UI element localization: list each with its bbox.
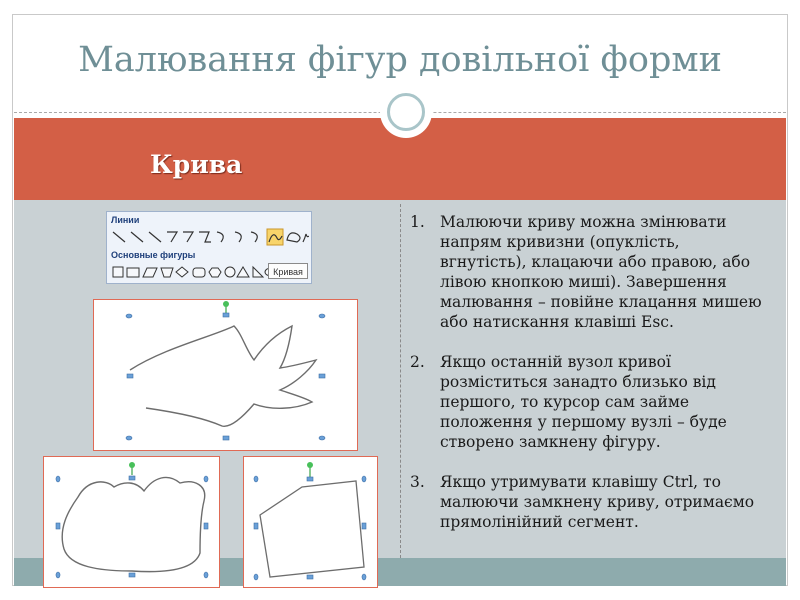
list-number: 1. (410, 213, 425, 231)
line-tools-row (111, 228, 309, 246)
resize-handle (56, 523, 60, 529)
open-curve-drawing (94, 300, 357, 450)
polygon-drawing (244, 457, 377, 587)
resize-handle (362, 574, 366, 580)
triangle-icon (237, 267, 249, 277)
resize-handle (319, 436, 325, 440)
slide-title: Малювання фігур довільної форми (78, 40, 722, 80)
open-curve-example (93, 299, 358, 451)
resize-handle (319, 374, 325, 378)
rotation-handle-icon (223, 301, 229, 307)
polygon-curve-example (243, 456, 378, 588)
elbow-connector-icon (167, 232, 177, 242)
curved-connector-icon (217, 232, 223, 242)
arrow-icon (131, 232, 143, 242)
freeform-icon (287, 233, 300, 242)
closed-curve-example (43, 456, 220, 588)
resize-handle (223, 313, 229, 317)
list-text: Якщо утримувати клавішу Ctrl, то малюючи замкнену криву, отримаємо прямолінійний сегмент. (440, 473, 755, 531)
resize-handle (204, 476, 208, 482)
elbow-double-arrow-icon (199, 232, 211, 242)
resize-handle (126, 436, 132, 440)
column-divider (400, 204, 401, 558)
resize-handle (56, 572, 60, 578)
resize-handle (204, 523, 208, 529)
resize-handle (129, 476, 135, 480)
resize-handle (307, 477, 313, 481)
lines-header: Линии (111, 215, 140, 225)
curve-tool-selected (267, 229, 283, 245)
slide-subtitle: Крива (150, 150, 243, 179)
shapes-header: Основные фигуры (111, 250, 196, 260)
resize-handle (129, 573, 135, 577)
resize-handle (126, 314, 132, 318)
resize-handle (223, 436, 229, 440)
trapezoid-icon (161, 268, 173, 277)
circle-icon (225, 267, 235, 277)
list-item (410, 212, 770, 332)
resize-handle (307, 575, 313, 579)
list-number: 3. (410, 473, 425, 491)
resize-handle (204, 572, 208, 578)
resize-handle (127, 374, 133, 378)
list-item (410, 472, 770, 532)
resize-handle (362, 523, 366, 529)
resize-handle (319, 314, 325, 318)
textbox-icon (113, 267, 123, 277)
rotation-handle-icon (129, 462, 135, 468)
right-triangle-icon (253, 267, 263, 277)
divider-ring-icon (387, 93, 425, 131)
list-text: Якщо останній вузол кривої розміститься занадто близько від першого, то курсор сам займе положення у першому вузлі – буде створено замкнену фігуру. (440, 353, 727, 451)
blob-curve-path (62, 477, 205, 571)
polygon-path (260, 481, 364, 577)
octagon-icon (209, 268, 221, 277)
resize-handle (254, 523, 258, 529)
resize-handle (56, 476, 60, 482)
rotation-handle-icon (307, 462, 313, 468)
parallelogram-icon (143, 268, 157, 277)
curved-arrow-icon (235, 232, 241, 242)
curve-tooltip: Кривая (268, 263, 308, 279)
instructions-list (410, 212, 770, 552)
closed-curve-drawing (44, 457, 219, 587)
line-icon (113, 232, 125, 242)
scribble-icon (303, 234, 309, 242)
rectangle-icon (127, 268, 139, 277)
hand-curve-path (130, 326, 316, 426)
rounded-rectangle-icon (193, 268, 205, 277)
double-arrow-icon (149, 232, 161, 242)
list-text: Малюючи криву можна змінювати напрям кривизни (опуклість, вгнутість), клацаючи або правою, або лівою кнопкою миші). Завершення малювання – повійне клацання мишею або натискання клавіші Esc. (440, 213, 762, 331)
elbow-arrow-icon (183, 232, 193, 242)
list-number: 2. (410, 353, 425, 371)
resize-handle (254, 476, 258, 482)
curved-double-arrow-icon (251, 232, 257, 242)
resize-handle (362, 476, 366, 482)
list-item (410, 352, 770, 452)
resize-handle (254, 574, 258, 580)
diamond-icon (176, 267, 188, 277)
